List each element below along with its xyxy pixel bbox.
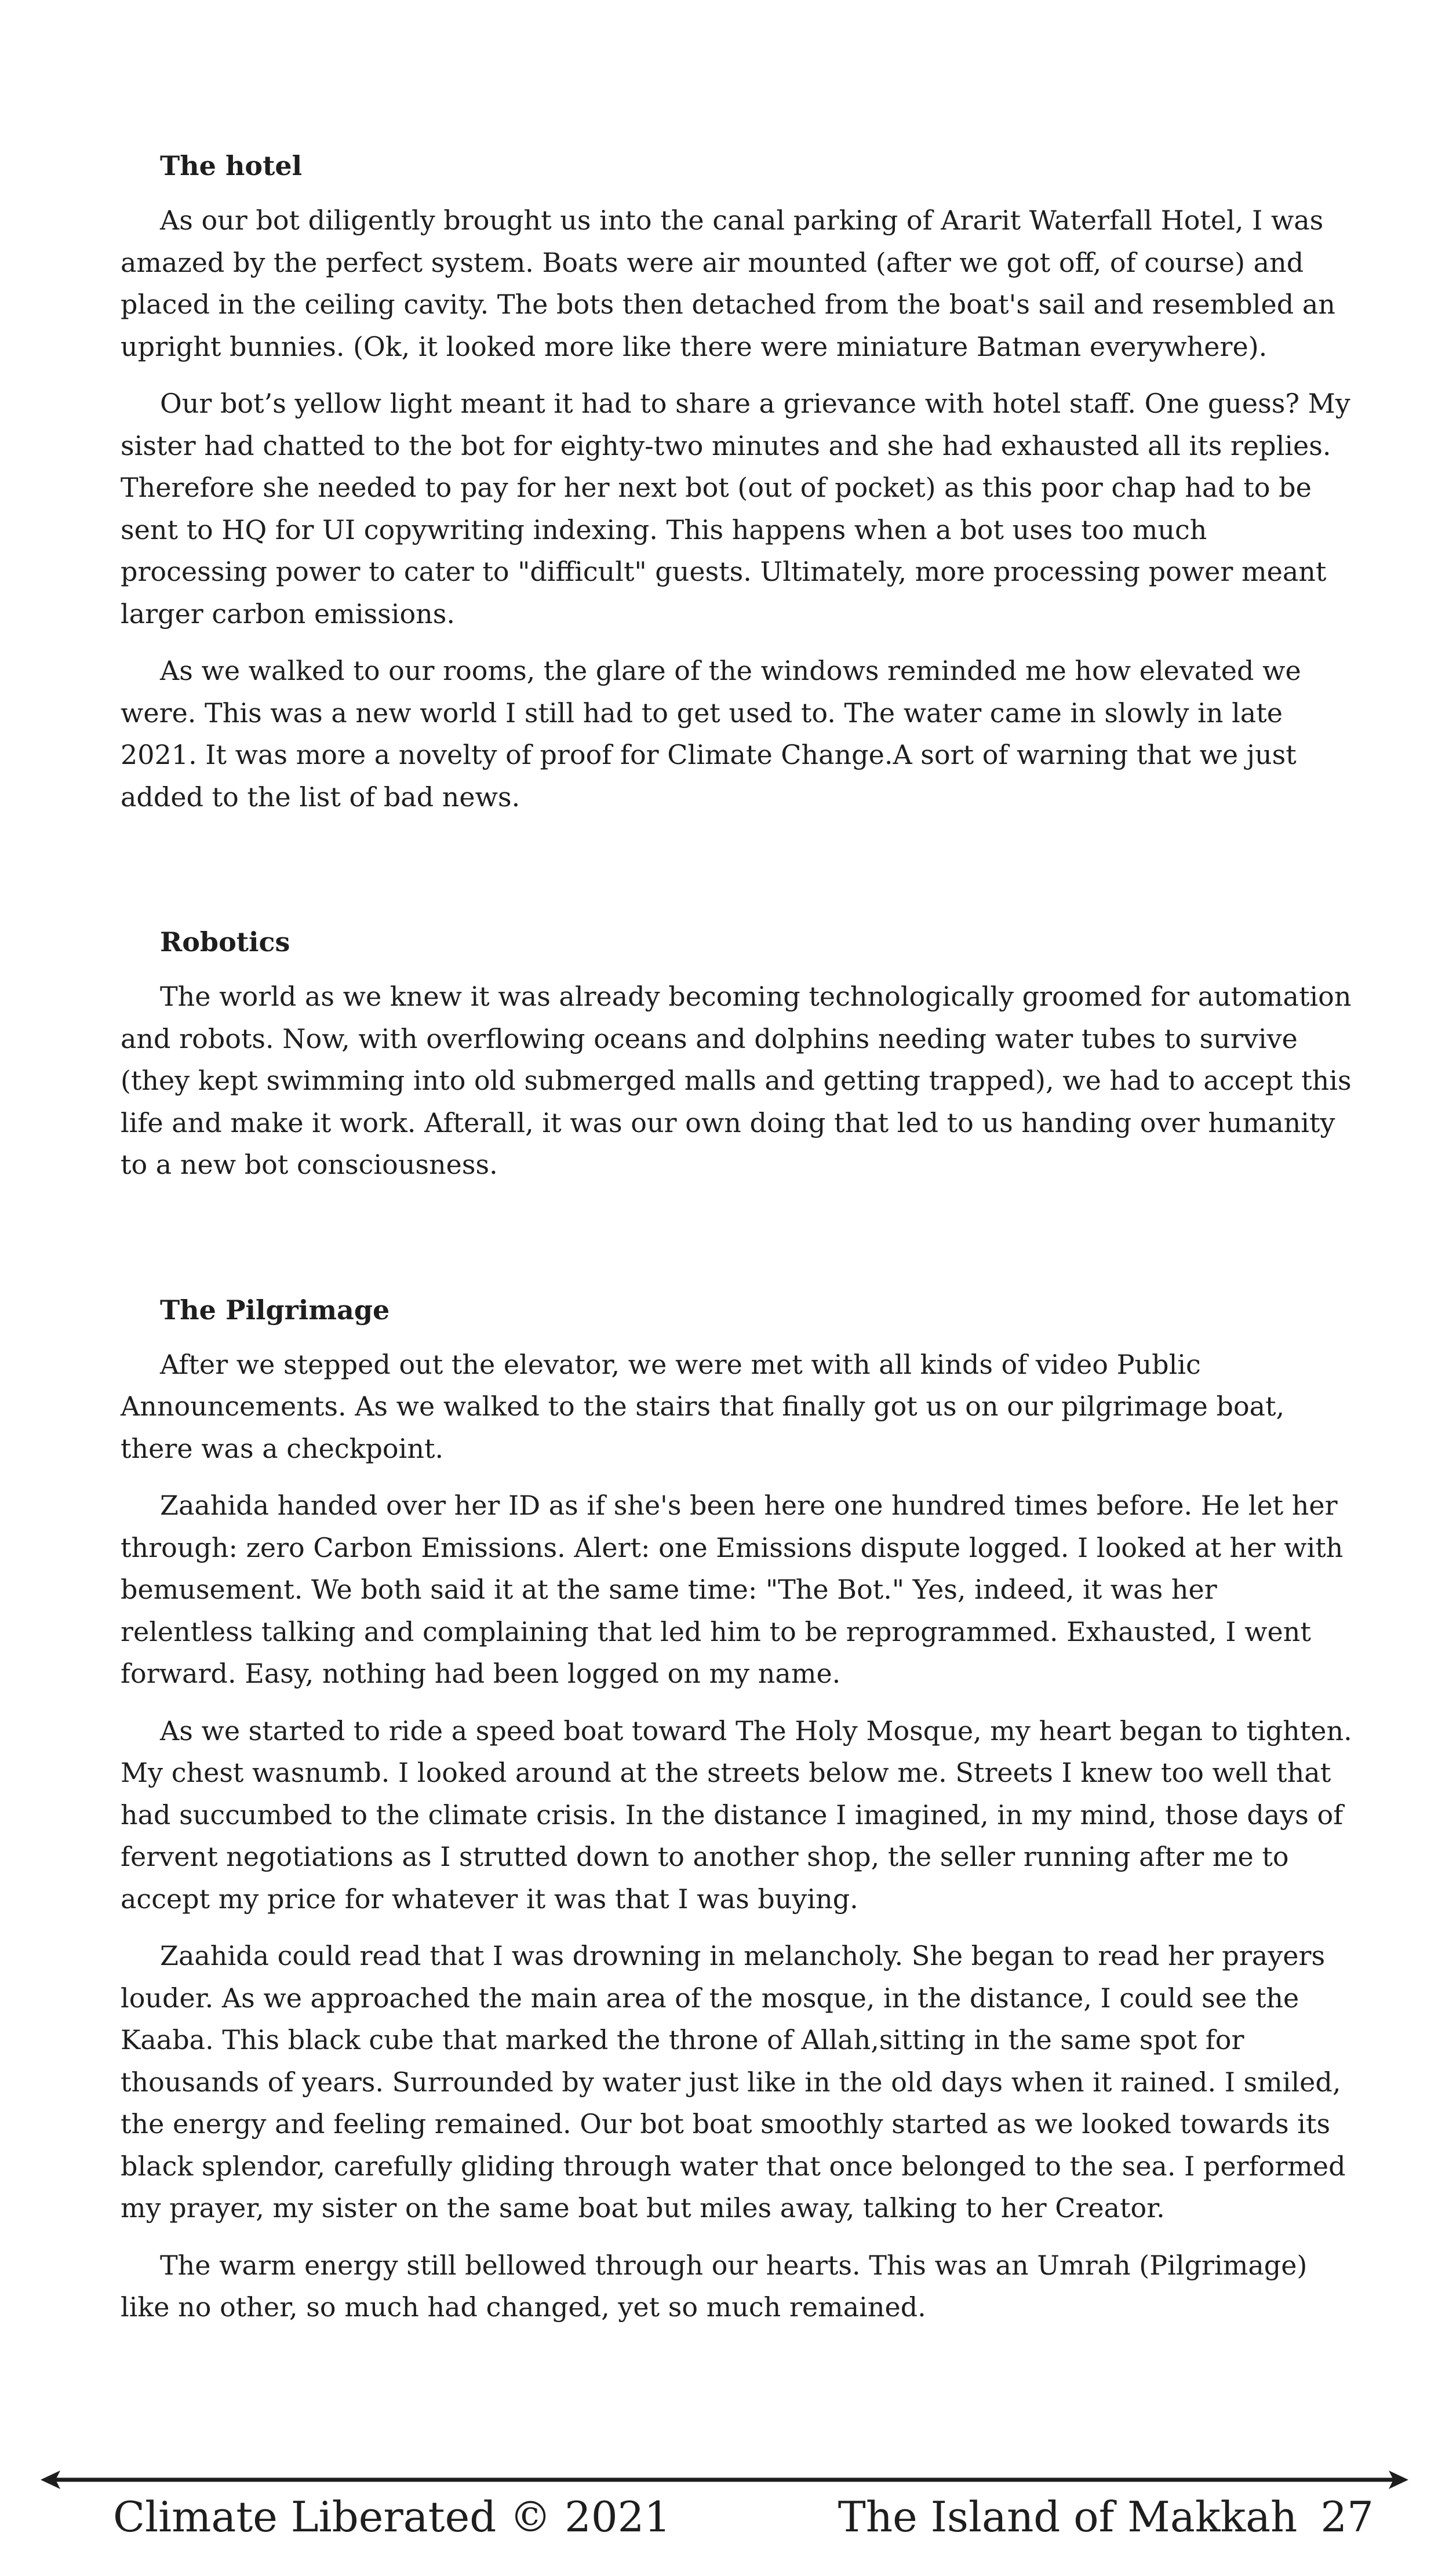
section-heading: The hotel <box>160 150 303 181</box>
paragraph: Our bot’s yellow light meant it had to share a grievance with hotel staff. One guess? My sister had chatted to the bot for eighty-two minutes and she had exhausted all its replies. Therefore she needed to pay for her next bot (out of pocket) as this poor chap had to be sent to HQ for UI copywriting indexing. This happens when a bot uses too much processing power to cater to "difficult" guests. Ultimately, more processing power meant larger carbon emissions. <box>121 388 1350 630</box>
section-the-pilgrimage <box>121 1289 1356 2328</box>
paragraph: After we stepped out the elevator, we were met with all kinds of video Public Announcements. As we walked to the stairs that finally got us on our pilgrimage boat, there was a checkpoint. <box>121 1348 1285 1464</box>
page-body <box>121 138 1356 2344</box>
paragraph: Zaahida handed over her ID as if she's been here one hundred times before. He let her through: zero Carbon Emissions. Alert: one Emissions dispute logged. I looked at her with bemusement. We both said it at the same time: "The Bot." Yes, indeed, it was her relentless talking and complaining that led him to be reprogrammed. Exhausted, I went forward. Easy, nothing had been logged on my name. <box>121 1490 1344 1689</box>
footer-copyright: Climate Liberated © 2021 <box>113 2493 671 2541</box>
section-heading: Robotics <box>160 926 290 958</box>
paragraph: Zaahida could read that I was drowning in melancholy. She began to read her prayers louder. As we approached the main area of the mosque, in the distance, I could see the Kaaba. This black cube that marked the throne of Allah,sitting in the same spot for thousands of years. Surrounded by water just like in the old days when it rained. I smiled, the energy and feeling remained. Our bot boat smoothly started as we looked towards its black splendor, carefully gliding through water that once belonged to the sea. I performed my prayer, my sister on the same boat but miles away, talking to her Creator. <box>121 1940 1346 2224</box>
section-the-hotel <box>121 145 1356 818</box>
footer-book-title: The Island of Makkah <box>838 2493 1298 2541</box>
footer-double-arrow-rule <box>41 2468 1408 2491</box>
paragraph: The world as we knew it was already becoming technologically groomed for automation and robots. Now, with overflowing oceans and dolphins needing water tubes to survive (they kept swimming into old submerged malls and getting trapped), we had to accept this life and make it work. Afterall, it was our own doing that led to us handing over humanity to a new bot consciousness. <box>121 981 1352 1180</box>
paragraph: As we walked to our rooms, the glare of the windows reminded me how elevated we were. This was a new world I still had to get used to. The water came in slowly in late 2021. It was more a novelty of proof for Climate Change.A sort of warning that we just added to the list of bad news. <box>121 655 1301 813</box>
section-robotics <box>121 921 1356 1186</box>
section-spacer <box>121 1201 1356 1282</box>
page-number: 27 <box>1320 2493 1374 2541</box>
section-spacer <box>121 833 1356 914</box>
paragraph: As our bot diligently brought us into the canal parking of Ararit Waterfall Hotel, I was amazed by the perfect system. Boats were air mounted (after we got off, of course) and placed in the ceiling cavity. The bots then detached from the boat's sail and resembled an upright bunnies. (Ok, it looked more like there were miniature Batman everywhere). <box>121 205 1335 362</box>
footer-book-info <box>838 2490 1374 2544</box>
paragraph: The warm energy still bellowed through our hearts. This was an Umrah (Pilgrimage) like no other, so much had changed, yet so much remained. <box>121 2249 1308 2323</box>
paragraph: As we started to ride a speed boat toward The Holy Mosque, my heart began to tighten. My chest wasnumb. I looked around at the streets below me. Streets I knew too well that had succumbed to the climate crisis. In the distance I imagined, in my mind, those days of fervent negotiations as I strutted down to another shop, the seller running after me to accept my price for whatever it was that I was buying. <box>121 1715 1352 1915</box>
section-heading: The Pilgrimage <box>160 1294 390 1326</box>
